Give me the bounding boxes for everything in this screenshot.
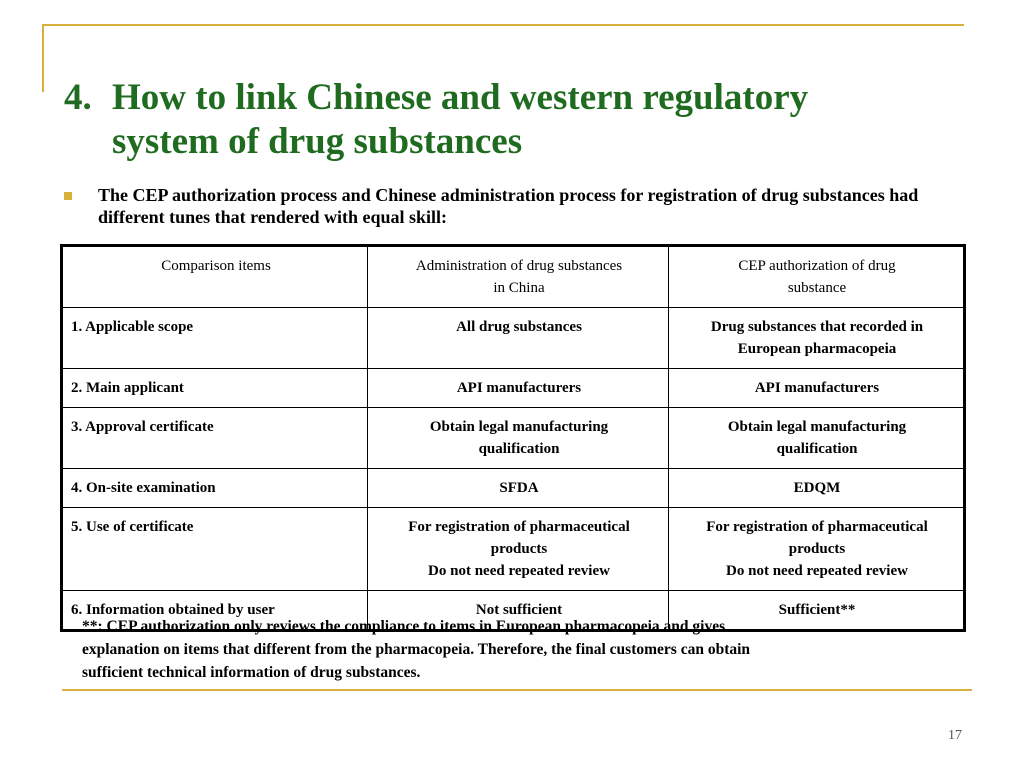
frame-left-rule <box>42 24 44 92</box>
table-row <box>62 369 965 408</box>
cep-cell-line: European pharmacopeia <box>737 341 897 357</box>
footnote-line-1: **: CEP authorization only reviews the compliance to items in European pharmacopeia and gives <box>82 618 726 635</box>
cep-cell-line: qualification <box>776 441 858 457</box>
table-row <box>62 508 965 591</box>
frame-bottom-rule <box>62 689 972 691</box>
page-number: 17 <box>948 728 962 743</box>
china-cell-line: Not sufficient <box>475 602 563 618</box>
china-cell-line: SFDA <box>499 480 539 496</box>
header-cell <box>669 246 965 308</box>
china-cell-line: Obtain legal manufacturing <box>429 419 609 435</box>
bullet-point <box>64 184 964 228</box>
cep-cell-line: Sufficient** <box>778 602 856 618</box>
cep-cell <box>669 408 965 469</box>
china-cell <box>368 369 669 408</box>
table-row <box>62 308 965 369</box>
china-cell-line: All drug substances <box>456 319 582 335</box>
cep-cell <box>669 308 965 369</box>
title-line-1: How to link Chinese and western regulatory <box>112 77 809 118</box>
comparison-item-cell: 6. Information obtained by user <box>62 591 368 631</box>
footnote <box>82 615 902 684</box>
cep-cell-line: products <box>788 541 846 557</box>
comparison-table <box>60 244 966 632</box>
footnote-line-2: explanation on items that different from the pharmacopeia. Therefore, the final customers can obtain <box>82 641 751 658</box>
comparison-item-cell: 5. Use of certificate <box>62 508 368 591</box>
cep-cell-line: Do not need repeated review <box>726 563 908 579</box>
table-header-row <box>62 246 965 308</box>
china-cell-line: Do not need repeated review <box>428 563 610 579</box>
china-cell-line: qualification <box>478 441 560 457</box>
slide-title <box>64 76 964 164</box>
china-cell <box>368 308 669 369</box>
cep-cell-line: EDQM <box>793 480 841 496</box>
title-line-2: system of drug substances <box>112 121 523 162</box>
china-cell-line: API manufacturers <box>456 380 582 396</box>
china-cell <box>368 508 669 591</box>
comparison-item-cell: 2. Main applicant <box>62 369 368 408</box>
cep-cell-line: Drug substances that recorded in <box>710 319 924 335</box>
comparison-item-cell: 4. On-site examination <box>62 469 368 508</box>
title-text <box>112 76 964 164</box>
header-cell-line: in China <box>493 280 545 296</box>
header-cell-line: Administration of drug substances <box>415 258 623 274</box>
table-row <box>62 408 965 469</box>
table-row <box>62 469 965 508</box>
china-cell-line: For registration of pharmaceutical <box>408 519 630 535</box>
footnote-line-3: sufficient technical information of drug substances. <box>82 664 421 681</box>
cep-cell <box>669 469 965 508</box>
header-cell <box>62 246 368 308</box>
comparison-item-cell: 1. Applicable scope <box>62 308 368 369</box>
frame-top-rule <box>42 24 964 26</box>
cep-cell <box>669 369 965 408</box>
header-cell-line: Comparison items <box>161 258 271 274</box>
china-cell-line: products <box>490 541 548 557</box>
china-cell <box>368 469 669 508</box>
square-bullet-icon <box>64 192 72 200</box>
header-cell <box>368 246 669 308</box>
header-cell-line: substance <box>787 280 847 296</box>
cep-cell-line: API manufacturers <box>754 380 880 396</box>
cep-cell <box>669 508 965 591</box>
bullet-text: The CEP authorization process and Chinese administration process for registration of drug substances had different tunes that rendered with equal skill: <box>98 185 919 227</box>
cep-cell-line: For registration of pharmaceutical <box>706 519 928 535</box>
china-cell <box>368 408 669 469</box>
header-cell-line: CEP authorization of drug <box>738 258 896 274</box>
title-number: 4. <box>64 77 92 118</box>
cep-cell-line: Obtain legal manufacturing <box>727 419 907 435</box>
comparison-item-cell: 3. Approval certificate <box>62 408 368 469</box>
